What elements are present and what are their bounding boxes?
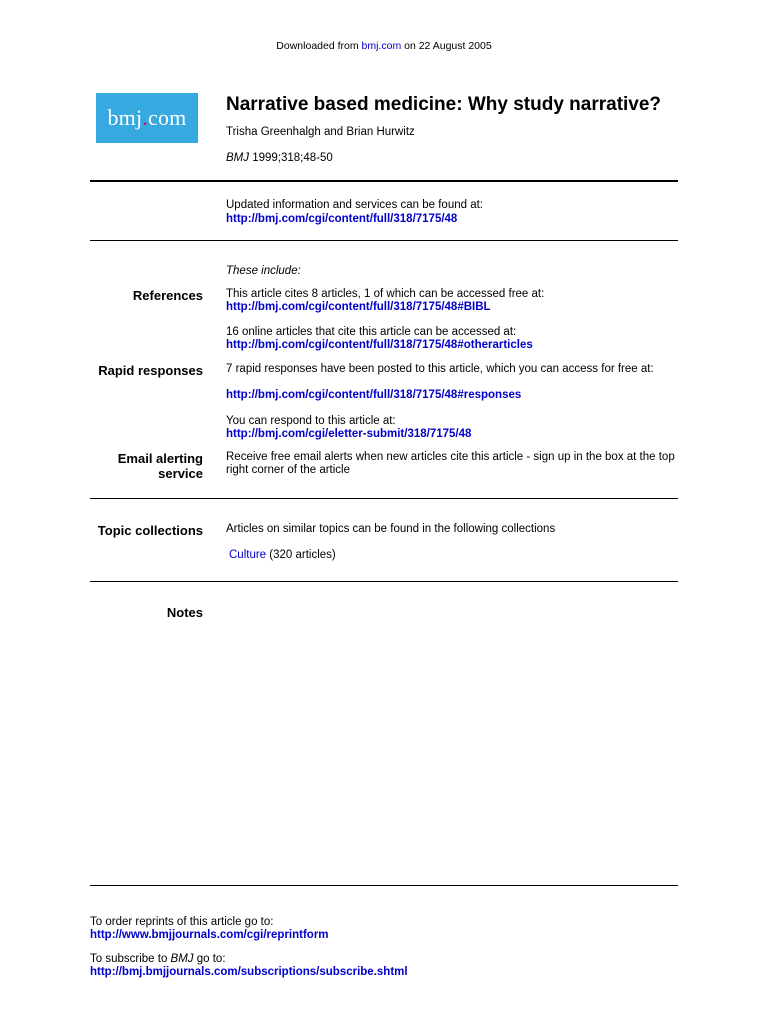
logo-text-main: bmj [107, 105, 143, 130]
references-cites-link[interactable]: http://bmj.com/cgi/content/full/318/7175/48#BIBL [226, 301, 491, 313]
bmj-logo-text [107, 105, 186, 131]
subscribe-prefix: To subscribe to [90, 953, 171, 965]
divider [90, 885, 678, 886]
topic-collections-text: Articles on similar topics can be found in the following collections [226, 523, 556, 535]
collection-count: (320 articles) [266, 549, 336, 561]
includes-heading: These include: [226, 265, 301, 277]
divider-thick [90, 180, 678, 182]
logo-text-end: com [148, 105, 187, 130]
updated-info-link[interactable]: http://bmj.com/cgi/content/full/318/7175/48 [226, 213, 458, 225]
article-authors: Trisha Greenhalgh and Brian Hurwitz [226, 126, 415, 138]
email-alerting-label-line2: service [158, 466, 203, 481]
topic-collections-label: Topic collections [97, 523, 203, 538]
email-alerting-label [60, 451, 203, 481]
notes-label: Notes [166, 605, 203, 620]
email-alerting-label-line1: Email alerting [117, 451, 203, 466]
journal-name: BMJ [226, 152, 249, 164]
rapid-respond-link[interactable]: http://bmj.com/cgi/eletter-submit/318/7175/48 [226, 428, 472, 440]
email-alerting-text: Receive free email alerts when new articles cite this article - sign up in the box at the top right corner of the article [226, 451, 675, 476]
references-online-link[interactable]: http://bmj.com/cgi/content/full/318/7175/48#otherarticles [226, 339, 533, 351]
collection-link-culture[interactable]: Culture [229, 549, 267, 561]
download-notice [0, 40, 768, 52]
bmj-site-link[interactable]: bmj.com [361, 40, 402, 52]
subscribe-suffix: go to: [193, 953, 226, 965]
references-label: References [132, 288, 203, 303]
references-cites-text: This article cites 8 articles, 1 of which can be accessed free at: [226, 288, 545, 300]
subscribe-link[interactable]: http://bmj.bmjjournals.com/subscriptions/subscribe.shtml [90, 966, 408, 978]
divider [90, 498, 678, 499]
divider [90, 240, 678, 241]
download-suffix: on 22 August 2005 [401, 40, 492, 52]
topic-collection-item [229, 549, 684, 562]
rapid-posted-link[interactable]: http://bmj.com/cgi/content/full/318/7175/48#responses [226, 389, 522, 401]
rapid-posted-text: 7 rapid responses have been posted to this article, which you can access for free at: [226, 363, 654, 375]
bmj-logo[interactable] [96, 93, 198, 143]
reprints-text: To order reprints of this article go to: [90, 916, 274, 928]
updated-info-text: Updated information and services can be found at: [226, 199, 483, 211]
subscribe-journal: BMJ [170, 953, 194, 965]
logo-dot: . [142, 105, 149, 130]
download-prefix: Downloaded from [276, 40, 362, 52]
article-title: Narrative based medicine: Why study narrative? [226, 94, 662, 115]
citation-details: 1999;318;48-50 [249, 152, 333, 164]
article-citation [226, 152, 333, 164]
rapid-respond-text: You can respond to this article at: [226, 415, 396, 427]
divider [90, 581, 678, 582]
subscribe-text [90, 953, 545, 966]
reprints-link[interactable]: http://www.bmjjournals.com/cgi/reprintform [90, 929, 329, 941]
rapid-responses-label: Rapid responses [98, 363, 203, 378]
references-online-text: 16 online articles that cite this article can be accessed at: [226, 326, 517, 338]
